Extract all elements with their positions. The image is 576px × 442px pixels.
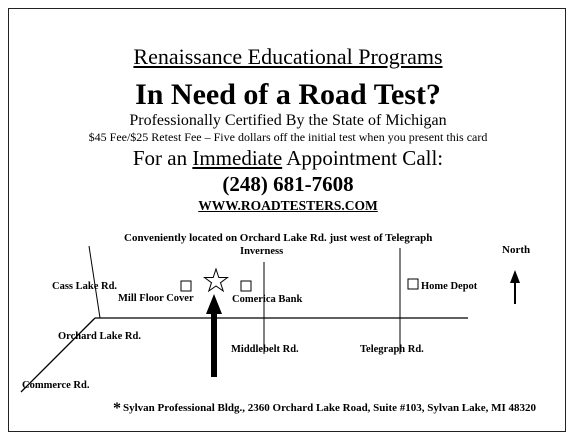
appointment-prefix: For an [132, 146, 193, 170]
headline: In Need of a Road Test? [135, 78, 441, 111]
fees-text: $45 Fee/$25 Retest Fee – Five dollars off the initial test when you present this card [88, 130, 488, 144]
north-label: North [502, 244, 531, 256]
cass-lake-label: Cass Lake Rd. [52, 281, 118, 292]
mill-floor-cover-box [181, 281, 191, 291]
organization-name: Renaissance Educational Programs [133, 44, 443, 69]
website-link[interactable]: WWW.ROADTESTERS.COM [198, 198, 378, 213]
phone-number[interactable]: (248) 681-7608 [222, 172, 354, 196]
footer-address [113, 398, 536, 416]
certification-text: Professionally Certified By the State of Michigan [129, 112, 447, 129]
north-arrow-head [510, 270, 520, 283]
telegraph-label: Telegraph Rd. [360, 344, 424, 355]
comerica-bank-label: Comerica Bank [232, 294, 303, 305]
star-icon [205, 269, 228, 291]
inverness-label: Inverness [240, 246, 284, 257]
home-depot-box [408, 279, 418, 289]
orchard-lake-label: Orchard Lake Rd. [58, 331, 141, 342]
address-text: Sylvan Professional Bldg., 2360 Orchard Lake Road, Suite #103, Sylvan Lake, MI 48320 [123, 402, 537, 414]
middlebelt-label: Middlebelt Rd. [231, 344, 299, 355]
up-arrow-head [206, 294, 222, 314]
footer-asterisk: * [113, 400, 121, 417]
commerce-label: Commerce Rd. [22, 380, 90, 391]
appointment-emphasis: Immediate [192, 146, 283, 170]
comerica-bank-box [241, 281, 251, 291]
home-depot-label: Home Depot [421, 281, 478, 292]
mill-floor-cover-label: Mill Floor Cover [118, 293, 194, 304]
appointment-suffix: Appointment Call: [282, 146, 444, 170]
location-note: Conveniently located on Orchard Lake Rd. just west of Telegraph [124, 232, 433, 244]
